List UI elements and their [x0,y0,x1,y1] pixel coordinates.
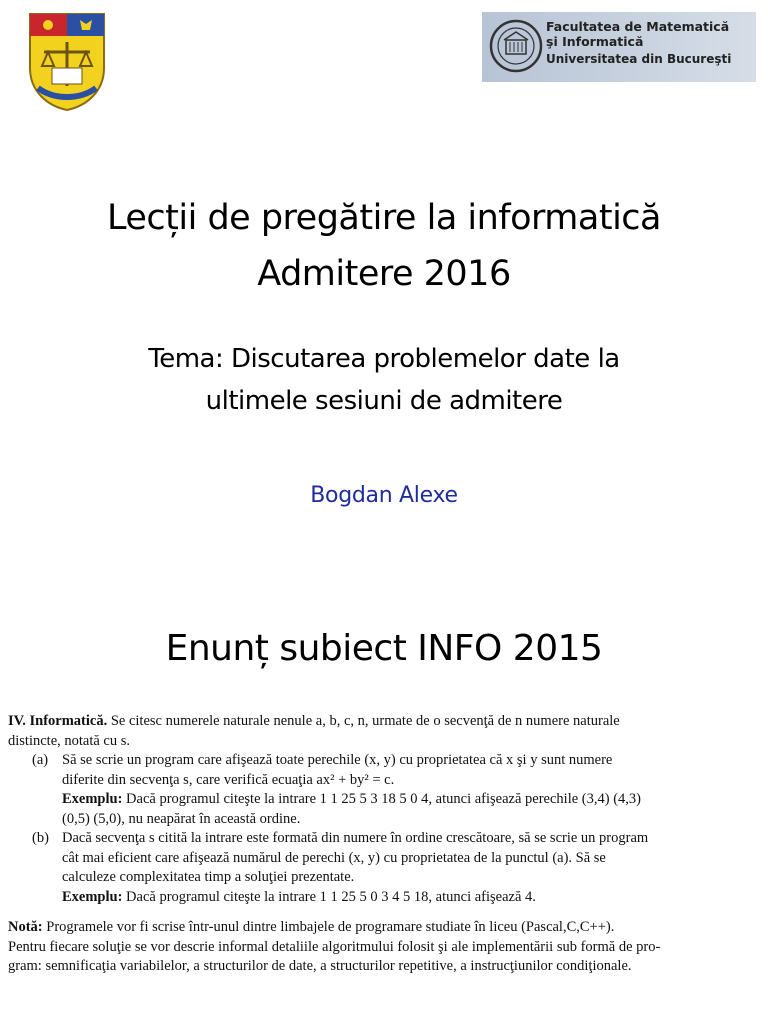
slide-title-line2: Admitere 2016 [257,254,511,294]
fmi-seal-icon [488,18,544,74]
fmi-logo-line1: Facultatea de Matematică [546,19,730,34]
problem-intro-line2: distincte, notată cu s. [8,732,131,749]
part-a-example-text: Dacă programul citeşte la intrare 1 1 25 5 3 18 5 0 4, atunci afişează perechile (3,4) (4,3) [122,791,641,807]
slide-subtitle-line2: ultimele sesiuni de admitere [205,386,563,416]
part-b-label: (b) [32,830,49,846]
part-b-text1: Dacă secvenţa s citită la intrare este formată din numere în ordine crescătoare, să se scrie un program [62,830,649,846]
fmi-logo [482,12,756,82]
note-label: Notă: [8,919,43,935]
author-name: Bogdan Alexe [310,483,458,508]
part-a-example [8,790,758,810]
part-b-line3: calculeze complexitatea timp a soluţiei prezentate. [62,869,355,885]
part-b-example [8,888,758,908]
spacer [8,907,758,918]
part-b-line2: cât mai eficient care afişează numărul de perechi (x, y) cu proprietatea de la punctul (a). Să se [62,849,606,866]
note-line3: gram: semnificaţia variabilelor, a structurilor de date, a structurilor repetitive, a instrucţiunilor condiţionale. [8,958,632,974]
problem-intro-line1 [8,712,758,732]
problem-heading: IV. Informatică. [8,713,108,729]
slide-subtitle [0,338,768,422]
university-crest-icon [24,8,110,112]
note-line2: Pentru fiecare soluţie se vor descrie informal detaliile algoritmului folosit şi ale implementării sub formă de pro- [8,938,661,955]
fmi-logo-line2: şi Informatică [546,34,644,49]
note-text1: Programele vor fi scrise într-unul dintre limbajele de programare studiate în liceu (Pascal,C,C++). [42,919,615,935]
slide-title-line1: Lecții de pregătire la informatică [107,198,661,238]
part-a-example-line2: (0,5) (5,0), nu neapărat în această ordine. [62,810,301,827]
problem-slide-title: Enunț subiect INFO 2015 [165,628,603,669]
slide-title [0,190,768,302]
slide-subtitle-line1: Tema: Discutarea problemelor date la [148,344,620,374]
part-a-label: (a) [32,752,49,768]
part-b-line1 [8,829,758,849]
part-a-line2: diferite din secvenţa s, care verifică ecuaţia ax² + by² = c. [62,771,395,788]
problem-statement [8,712,758,977]
part-a-line1 [8,751,758,771]
fmi-logo-line3: Universitatea din Bucureşti [546,52,732,66]
part-b-example-text: Dacă programul citeşte la intrare 1 1 25 5 0 3 4 5 18, atunci afişează 4. [122,888,536,905]
part-b-example-label: Exemplu: [62,888,123,905]
note-line1 [8,918,758,938]
problem-intro-text: Se citesc numerele naturale nenule a, b, c, n, urmate de o secvenţă de n numere naturale [107,713,620,729]
part-a-text1: Să se scrie un program care afişează toate perechile (x, y) cu proprietatea că x şi y sunt numere [62,752,613,768]
part-a-example-label: Exemplu: [62,791,123,807]
